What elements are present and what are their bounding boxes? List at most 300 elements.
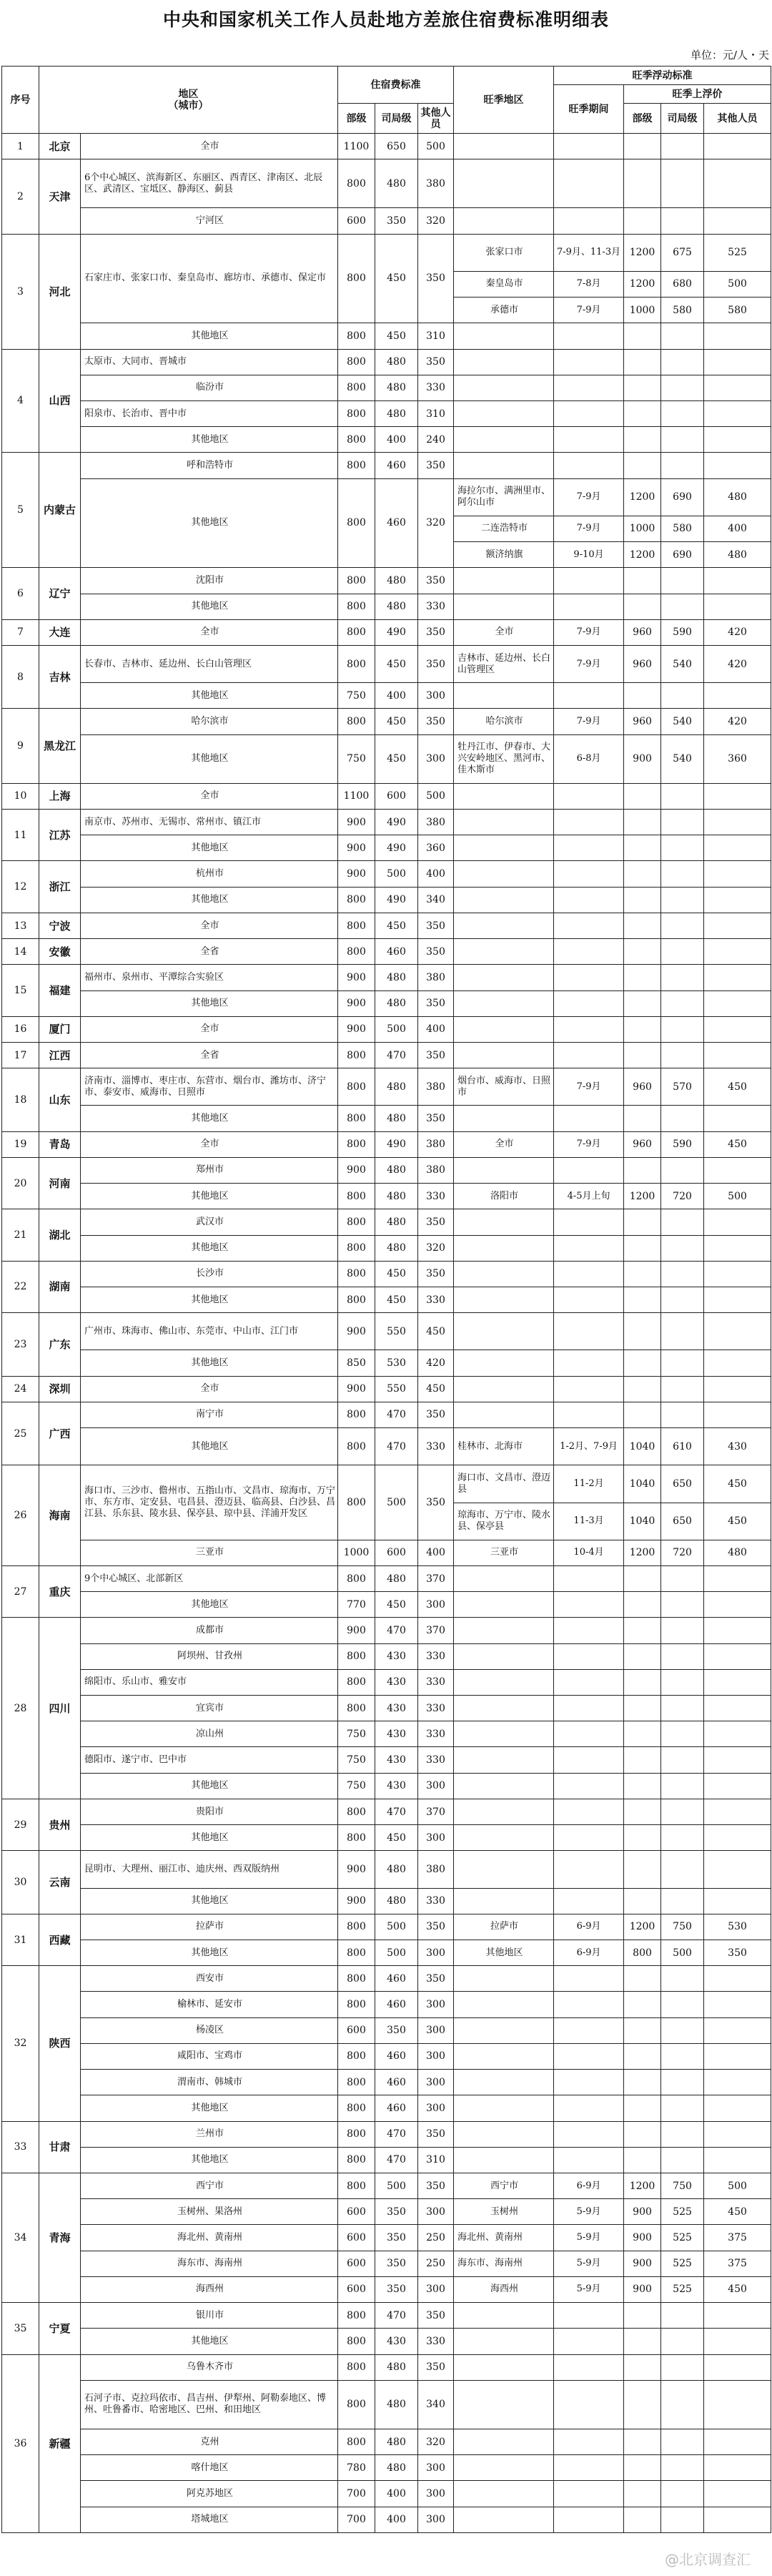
row-province: 广西 bbox=[39, 1402, 81, 1465]
row-city: 其他地区 bbox=[81, 1184, 338, 1209]
peak-empty-other bbox=[704, 1696, 771, 1721]
lodging-bureau: 430 bbox=[375, 1721, 418, 1747]
peak-bureau: 610 bbox=[661, 1428, 704, 1465]
row-city: 其他地区 bbox=[81, 2329, 338, 2354]
peak-bureau: 525 bbox=[661, 2251, 704, 2276]
table-row bbox=[2, 1799, 771, 1824]
table-row bbox=[2, 1825, 771, 1851]
lodging-bureau: 480 bbox=[375, 1106, 418, 1131]
lodging-ministerial: 600 bbox=[338, 2276, 375, 2302]
peak-empty-period bbox=[554, 810, 624, 835]
peak-empty-bureau bbox=[661, 1261, 704, 1287]
lodging-ministerial: 800 bbox=[338, 1131, 375, 1157]
lodging-bureau: 480 bbox=[375, 1851, 418, 1888]
lodging-other: 330 bbox=[418, 1287, 454, 1312]
lodging-other: 350 bbox=[418, 1209, 454, 1235]
peak-bureau: 590 bbox=[661, 1131, 704, 1157]
peak-empty-period bbox=[554, 1016, 624, 1042]
table-row bbox=[2, 453, 771, 478]
peak-empty-period bbox=[554, 1350, 624, 1376]
row-city: 其他地区 bbox=[81, 594, 338, 619]
peak-empty-ministerial bbox=[624, 1402, 661, 1427]
lodging-ministerial: 800 bbox=[338, 619, 375, 645]
lodging-ministerial: 900 bbox=[338, 810, 375, 835]
peak-empty-bureau bbox=[661, 1799, 704, 1824]
peak-empty-bureau bbox=[661, 990, 704, 1016]
row-city: 全市 bbox=[81, 1016, 338, 1042]
lodging-other: 330 bbox=[418, 1669, 454, 1695]
peak-empty-period bbox=[554, 1888, 624, 1914]
table-row bbox=[2, 2070, 771, 2095]
peak-empty-ministerial bbox=[624, 2380, 661, 2429]
peak-ministerial: 960 bbox=[624, 709, 661, 734]
peak-empty-other bbox=[704, 990, 771, 1016]
lodging-ministerial: 800 bbox=[338, 1184, 375, 1209]
lodging-ministerial: 900 bbox=[338, 1618, 375, 1643]
row-city: 其他地区 bbox=[81, 683, 338, 709]
lodging-ministerial: 900 bbox=[338, 1851, 375, 1888]
peak-empty-other bbox=[704, 1287, 771, 1312]
lodging-other: 350 bbox=[418, 2354, 454, 2380]
row-province: 大连 bbox=[39, 619, 81, 645]
row-city: 其他地区 bbox=[81, 1592, 338, 1618]
row-seq: 21 bbox=[2, 1209, 39, 1261]
peak-empty-bureau bbox=[661, 835, 704, 861]
row-city: 长沙市 bbox=[81, 1261, 338, 1287]
peak-empty-other bbox=[704, 1669, 771, 1695]
lodging-ministerial: 900 bbox=[338, 965, 375, 990]
lodging-bureau: 530 bbox=[375, 1350, 418, 1376]
lodging-bureau: 400 bbox=[375, 683, 418, 709]
table-row bbox=[2, 1888, 771, 1914]
peak-empty-other bbox=[704, 323, 771, 349]
lodging-other: 450 bbox=[418, 1313, 454, 1350]
header-peak-up: 旺季上浮价 bbox=[624, 85, 771, 104]
peak-empty-other bbox=[704, 594, 771, 619]
lodging-bureau: 470 bbox=[375, 2147, 418, 2173]
header-lodging-other: 其他人员 bbox=[418, 104, 454, 134]
peak-empty-period bbox=[554, 1696, 624, 1721]
peak-other: 500 bbox=[704, 271, 771, 297]
peak-region: 洛阳市 bbox=[454, 1184, 554, 1209]
peak-region: 吉林市、延边州、长白山管理区 bbox=[454, 645, 554, 682]
lodging-ministerial: 800 bbox=[338, 349, 375, 375]
peak-empty-region bbox=[454, 1106, 554, 1131]
lodging-bureau: 480 bbox=[375, 2429, 418, 2454]
peak-empty-ministerial bbox=[624, 1016, 661, 1042]
peak-ministerial: 800 bbox=[624, 1940, 661, 1966]
lodging-other: 320 bbox=[418, 208, 454, 234]
lodging-bureau: 430 bbox=[375, 1696, 418, 1721]
lodging-bureau: 480 bbox=[375, 2354, 418, 2380]
peak-empty-other bbox=[704, 1888, 771, 1914]
peak-empty-bureau bbox=[661, 1643, 704, 1669]
peak-empty-region bbox=[454, 1773, 554, 1799]
peak-other: 420 bbox=[704, 619, 771, 645]
row-city: 成都市 bbox=[81, 1618, 338, 1643]
peak-empty-region bbox=[454, 887, 554, 913]
peak-other: 450 bbox=[704, 1465, 771, 1503]
lodging-bureau: 460 bbox=[375, 1992, 418, 2017]
row-seq: 1 bbox=[2, 134, 39, 159]
table-row bbox=[2, 375, 771, 400]
row-province: 宁波 bbox=[39, 913, 81, 938]
peak-bureau: 750 bbox=[661, 1914, 704, 1940]
lodging-ministerial: 800 bbox=[338, 594, 375, 619]
row-seq: 36 bbox=[2, 2354, 39, 2532]
peak-empty-period bbox=[554, 2303, 624, 2329]
peak-empty-other bbox=[704, 1966, 771, 1992]
peak-empty-ministerial bbox=[624, 783, 661, 809]
lodging-bureau: 500 bbox=[375, 2173, 418, 2198]
row-seq: 13 bbox=[2, 913, 39, 938]
row-seq: 3 bbox=[2, 234, 39, 349]
header-lodging-ministerial: 部级 bbox=[338, 104, 375, 134]
row-city: 全市 bbox=[81, 1131, 338, 1157]
row-seq: 20 bbox=[2, 1157, 39, 1209]
lodging-bureau: 470 bbox=[375, 2303, 418, 2329]
peak-empty-ministerial bbox=[624, 1721, 661, 1747]
peak-bureau: 750 bbox=[661, 2173, 704, 2198]
peak-empty-bureau bbox=[661, 2455, 704, 2481]
lodging-other: 350 bbox=[418, 1914, 454, 1940]
peak-empty-region bbox=[454, 159, 554, 208]
lodging-ministerial: 800 bbox=[338, 939, 375, 965]
peak-empty-other bbox=[704, 2455, 771, 2481]
peak-empty-region bbox=[454, 990, 554, 1016]
row-province: 陕西 bbox=[39, 1966, 81, 2121]
lodging-ministerial: 800 bbox=[338, 1966, 375, 1992]
row-seq: 22 bbox=[2, 1261, 39, 1312]
peak-other: 450 bbox=[704, 1068, 771, 1106]
lodging-other: 330 bbox=[418, 375, 454, 400]
peak-empty-other bbox=[704, 1350, 771, 1376]
table-row bbox=[2, 1592, 771, 1618]
lodging-ministerial: 750 bbox=[338, 1747, 375, 1773]
lodging-ministerial: 800 bbox=[338, 2329, 375, 2354]
peak-empty-region bbox=[454, 1043, 554, 1068]
header-seq: 序号 bbox=[2, 67, 39, 134]
peak-empty-ministerial bbox=[624, 1106, 661, 1131]
row-province: 北京 bbox=[39, 134, 81, 159]
table-row bbox=[2, 2455, 771, 2481]
row-city: 广州市、珠海市、佛山市、东莞市、中山市、江门市 bbox=[81, 1313, 338, 1350]
row-seq: 18 bbox=[2, 1068, 39, 1131]
table-row bbox=[2, 1914, 771, 1940]
peak-empty-region bbox=[454, 568, 554, 594]
peak-empty-region bbox=[454, 2329, 554, 2354]
table-row bbox=[2, 1643, 771, 1669]
peak-bureau: 500 bbox=[661, 1940, 704, 1966]
lodging-ministerial: 800 bbox=[338, 2354, 375, 2380]
row-city: 其他地区 bbox=[81, 1888, 338, 1914]
lodging-bureau: 550 bbox=[375, 1313, 418, 1350]
peak-empty-ministerial bbox=[624, 2354, 661, 2380]
lodging-other: 350 bbox=[418, 1402, 454, 1427]
row-province: 云南 bbox=[39, 1851, 81, 1914]
peak-empty-period bbox=[554, 887, 624, 913]
peak-empty-ministerial bbox=[624, 2303, 661, 2329]
lodging-ministerial: 800 bbox=[338, 2043, 375, 2069]
lodging-bureau: 490 bbox=[375, 1131, 418, 1157]
peak-empty-bureau bbox=[661, 2043, 704, 2069]
lodging-other: 370 bbox=[418, 1565, 454, 1591]
row-seq: 35 bbox=[2, 2303, 39, 2354]
peak-empty-period bbox=[554, 1235, 624, 1261]
lodging-other: 330 bbox=[418, 1428, 454, 1465]
peak-region: 哈尔滨市 bbox=[454, 709, 554, 734]
row-city: 西安市 bbox=[81, 1966, 338, 1992]
peak-empty-ministerial bbox=[624, 2095, 661, 2121]
peak-empty-period bbox=[554, 1565, 624, 1591]
peak-other: 430 bbox=[704, 1428, 771, 1465]
lodging-ministerial: 900 bbox=[338, 1157, 375, 1183]
peak-empty-region bbox=[454, 2507, 554, 2532]
lodging-ministerial: 800 bbox=[338, 427, 375, 453]
row-city: 其他地区 bbox=[81, 887, 338, 913]
peak-empty-period bbox=[554, 427, 624, 453]
lodging-other: 320 bbox=[418, 478, 454, 568]
lodging-bureau: 460 bbox=[375, 453, 418, 478]
lodging-bureau: 500 bbox=[375, 1940, 418, 1966]
header-up-ministerial: 部级 bbox=[624, 104, 661, 134]
lodging-ministerial: 800 bbox=[338, 1565, 375, 1591]
lodging-bureau: 460 bbox=[375, 2043, 418, 2069]
peak-other: 580 bbox=[704, 298, 771, 323]
peak-empty-period bbox=[554, 1799, 624, 1824]
peak-empty-bureau bbox=[661, 375, 704, 400]
peak-empty-bureau bbox=[661, 1209, 704, 1235]
peak-empty-period bbox=[554, 2070, 624, 2095]
peak-empty-period bbox=[554, 1966, 624, 1992]
row-seq: 23 bbox=[2, 1313, 39, 1376]
peak-empty-ministerial bbox=[624, 159, 661, 208]
peak-empty-bureau bbox=[661, 2481, 704, 2507]
peak-empty-bureau bbox=[661, 1992, 704, 2017]
peak-empty-other bbox=[704, 1565, 771, 1591]
peak-empty-other bbox=[704, 375, 771, 400]
row-seq: 29 bbox=[2, 1799, 39, 1850]
lodging-other: 350 bbox=[418, 939, 454, 965]
peak-empty-ministerial bbox=[624, 1643, 661, 1669]
lodging-bureau: 480 bbox=[375, 159, 418, 208]
peak-ministerial: 900 bbox=[624, 2276, 661, 2302]
peak-empty-region bbox=[454, 1696, 554, 1721]
peak-empty-period bbox=[554, 349, 624, 375]
lodging-other: 250 bbox=[418, 2251, 454, 2276]
peak-empty-bureau bbox=[661, 1157, 704, 1183]
table-row bbox=[2, 709, 771, 734]
lodging-ministerial: 800 bbox=[338, 1043, 375, 1068]
peak-empty-bureau bbox=[661, 1376, 704, 1402]
peak-empty-period bbox=[554, 400, 624, 426]
table-row bbox=[2, 1618, 771, 1643]
row-province: 安徽 bbox=[39, 939, 81, 965]
table-row bbox=[2, 1992, 771, 2017]
peak-empty-period bbox=[554, 134, 624, 159]
table-row bbox=[2, 2043, 771, 2069]
lodging-other: 350 bbox=[418, 568, 454, 594]
lodging-bureau: 450 bbox=[375, 1592, 418, 1618]
peak-empty-bureau bbox=[661, 2070, 704, 2095]
peak-other: 420 bbox=[704, 709, 771, 734]
row-city: 其他地区 bbox=[81, 2095, 338, 2121]
peak-empty-ministerial bbox=[624, 1592, 661, 1618]
row-province: 贵州 bbox=[39, 1799, 81, 1850]
peak-period: 5-9月 bbox=[554, 2225, 624, 2251]
peak-empty-region bbox=[454, 2303, 554, 2329]
lodging-other: 300 bbox=[418, 2481, 454, 2507]
row-city: 其他地区 bbox=[81, 990, 338, 1016]
row-province: 厦门 bbox=[39, 1016, 81, 1042]
lodging-bureau: 430 bbox=[375, 2329, 418, 2354]
peak-ministerial: 1000 bbox=[624, 516, 661, 541]
peak-empty-bureau bbox=[661, 1825, 704, 1851]
peak-region: 秦皇岛市 bbox=[454, 271, 554, 297]
peak-bureau: 590 bbox=[661, 619, 704, 645]
peak-period: 7-9月 bbox=[554, 478, 624, 516]
peak-bureau: 540 bbox=[661, 734, 704, 783]
peak-empty-other bbox=[704, 208, 771, 234]
peak-empty-bureau bbox=[661, 134, 704, 159]
lodging-other: 400 bbox=[418, 861, 454, 887]
lodging-bureau: 550 bbox=[375, 1376, 418, 1402]
row-province: 上海 bbox=[39, 783, 81, 809]
peak-empty-ministerial bbox=[624, 1888, 661, 1914]
lodging-other: 300 bbox=[418, 2017, 454, 2043]
lodging-bureau: 350 bbox=[375, 2199, 418, 2225]
lodging-ministerial: 600 bbox=[338, 2225, 375, 2251]
lodging-ministerial: 800 bbox=[338, 2070, 375, 2095]
peak-empty-bureau bbox=[661, 453, 704, 478]
row-city: 9个中心城区、北部新区 bbox=[81, 1565, 338, 1591]
peak-empty-period bbox=[554, 1669, 624, 1695]
peak-empty-other bbox=[704, 1992, 771, 2017]
peak-empty-region bbox=[454, 1799, 554, 1824]
peak-empty-bureau bbox=[661, 810, 704, 835]
table-row bbox=[2, 2354, 771, 2380]
peak-empty-region bbox=[454, 2147, 554, 2173]
table-row bbox=[2, 568, 771, 594]
lodging-other: 300 bbox=[418, 734, 454, 783]
row-city: 其他地区 bbox=[81, 1106, 338, 1131]
lodging-bureau: 430 bbox=[375, 1669, 418, 1695]
peak-empty-bureau bbox=[661, 913, 704, 938]
peak-empty-region bbox=[454, 939, 554, 965]
peak-ministerial: 1200 bbox=[624, 234, 661, 271]
row-city: 阿坝州、甘孜州 bbox=[81, 1643, 338, 1669]
peak-empty-other bbox=[704, 427, 771, 453]
table-row bbox=[2, 734, 771, 783]
peak-empty-other bbox=[704, 2329, 771, 2354]
peak-empty-other bbox=[704, 783, 771, 809]
table-row bbox=[2, 2251, 771, 2276]
peak-empty-ministerial bbox=[624, 453, 661, 478]
peak-empty-period bbox=[554, 2354, 624, 2380]
peak-empty-period bbox=[554, 1747, 624, 1773]
lodging-ministerial: 800 bbox=[338, 1068, 375, 1106]
lodging-bureau: 450 bbox=[375, 734, 418, 783]
lodging-other: 350 bbox=[418, 990, 454, 1016]
lodging-other: 380 bbox=[418, 1157, 454, 1183]
lodging-other: 380 bbox=[418, 810, 454, 835]
peak-bureau: 580 bbox=[661, 516, 704, 541]
row-province: 江西 bbox=[39, 1043, 81, 1068]
peak-other: 500 bbox=[704, 1184, 771, 1209]
peak-region: 三亚市 bbox=[454, 1540, 554, 1565]
peak-empty-bureau bbox=[661, 1235, 704, 1261]
lodging-other: 300 bbox=[418, 1992, 454, 2017]
lodging-bureau: 460 bbox=[375, 939, 418, 965]
table-row bbox=[2, 2225, 771, 2251]
peak-empty-period bbox=[554, 2481, 624, 2507]
peak-empty-bureau bbox=[661, 1966, 704, 1992]
peak-empty-bureau bbox=[661, 2380, 704, 2429]
lodging-bureau: 480 bbox=[375, 1157, 418, 1183]
lodging-ministerial: 900 bbox=[338, 1376, 375, 1402]
lodging-other: 350 bbox=[418, 453, 454, 478]
row-seq: 17 bbox=[2, 1043, 39, 1068]
row-city: 宜宾市 bbox=[81, 1696, 338, 1721]
lodging-other: 300 bbox=[418, 2070, 454, 2095]
row-city: 西宁市 bbox=[81, 2173, 338, 2198]
peak-empty-bureau bbox=[661, 594, 704, 619]
row-province: 天津 bbox=[39, 159, 81, 234]
lodging-ministerial: 800 bbox=[338, 1402, 375, 1427]
lodging-ministerial: 750 bbox=[338, 1773, 375, 1799]
peak-bureau: 690 bbox=[661, 478, 704, 516]
row-seq: 11 bbox=[2, 810, 39, 861]
row-seq: 24 bbox=[2, 1376, 39, 1402]
peak-ministerial: 900 bbox=[624, 2251, 661, 2276]
row-city: 其他地区 bbox=[81, 734, 338, 783]
peak-empty-region bbox=[454, 1016, 554, 1042]
peak-empty-ministerial bbox=[624, 1773, 661, 1799]
peak-empty-bureau bbox=[661, 1592, 704, 1618]
peak-ministerial: 900 bbox=[624, 2199, 661, 2225]
row-city: 其他地区 bbox=[81, 835, 338, 861]
peak-empty-other bbox=[704, 939, 771, 965]
row-city: 全市 bbox=[81, 913, 338, 938]
peak-empty-ministerial bbox=[624, 1235, 661, 1261]
peak-empty-bureau bbox=[661, 1721, 704, 1747]
lodging-other: 300 bbox=[418, 2199, 454, 2225]
lodging-other: 350 bbox=[418, 913, 454, 938]
row-province: 宁夏 bbox=[39, 2303, 81, 2354]
lodging-ministerial: 900 bbox=[338, 990, 375, 1016]
peak-empty-other bbox=[704, 1209, 771, 1235]
lodging-bureau: 470 bbox=[375, 2121, 418, 2147]
lodging-other: 310 bbox=[418, 323, 454, 349]
lodging-bureau: 480 bbox=[375, 1068, 418, 1106]
row-city: 贵阳市 bbox=[81, 1799, 338, 1824]
watermark: @北京调查汇 bbox=[665, 2551, 751, 2568]
lodging-other: 330 bbox=[418, 1184, 454, 1209]
row-city: 三亚市 bbox=[81, 1540, 338, 1565]
peak-empty-bureau bbox=[661, 1402, 704, 1427]
table-row bbox=[2, 2481, 771, 2507]
peak-ministerial: 900 bbox=[624, 734, 661, 783]
table-row bbox=[2, 134, 771, 159]
peak-empty-bureau bbox=[661, 939, 704, 965]
table-row bbox=[2, 427, 771, 453]
peak-ministerial: 1200 bbox=[624, 1184, 661, 1209]
peak-empty-ministerial bbox=[624, 1313, 661, 1350]
lodging-other: 350 bbox=[418, 1966, 454, 1992]
peak-empty-other bbox=[704, 835, 771, 861]
peak-empty-period bbox=[554, 159, 624, 208]
row-province: 山东 bbox=[39, 1068, 81, 1131]
